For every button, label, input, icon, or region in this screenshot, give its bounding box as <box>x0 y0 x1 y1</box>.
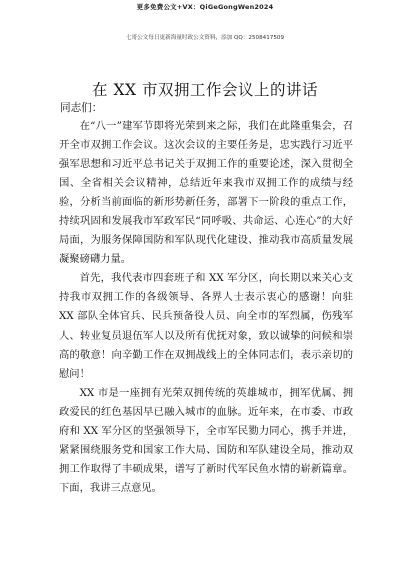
paragraph-1: 在“八一”建军节即将光荣到来之际，我们在此隆重集会，召开全市双拥工作会议。这次会议的主要任务是，忠实践行习近平强军思想和习近平总书记关于双拥工作的重要论述，深入贯彻全国、全省相关会议精神，总结近年来我市双拥工作的成绩与经验，分析当前面临的新形势新任务，部署下一阶段的重点工作，持续巩固和发展我市军政军民“同呼吸、共命运、心连心”的大好局面，为服务保障国防和军队现代化建设、推动我市高质量发展凝聚磅礴力量。 <box>59 120 353 266</box>
document-body <box>59 117 353 498</box>
promo-subbanner: 七哥公文每日更新海量时政公文资料，添加 QQ：2508417509 <box>125 35 285 41</box>
promo-banner: 更多免费公文+VX：QiGeGongWen2024 <box>136 3 274 11</box>
paragraph-3: XX 市是一座拥有光荣双拥传统的英雄城市，拥军优属、拥政爱民的红色基因早已融入城市的血脉。近年来，在市委、市政府和 XX 军分区的坚强领导下，全市军民勠力同心，携手并进，紧紧围绕服务党和国家工作大局、国防和军队建设全局，推动双拥工作取得了丰硕成果，谱写了新时代军民鱼水情的崭新篇章。下面，我讲三点意见。 <box>59 386 353 494</box>
page-title: 在 XX 市双拥工作会议上的讲话 <box>92 81 318 99</box>
salutation: 同志们： <box>60 102 103 114</box>
paragraph-2: 首先，我代表市四套班子和 XX 军分区，向长期以来关心支持我市双拥工作的各级领导、各界人士表示衷心的感谢！向驻 XX 部队全体官兵、民兵预备役人员、向全市的军烈属，伤残军人、转业复员退伍军人以及所有优抚对象，致以诚挚的问候和崇高的敬意！向辛勤工作在双拥战线上的全体同志们，表示亲切的慰问！ <box>59 272 353 380</box>
